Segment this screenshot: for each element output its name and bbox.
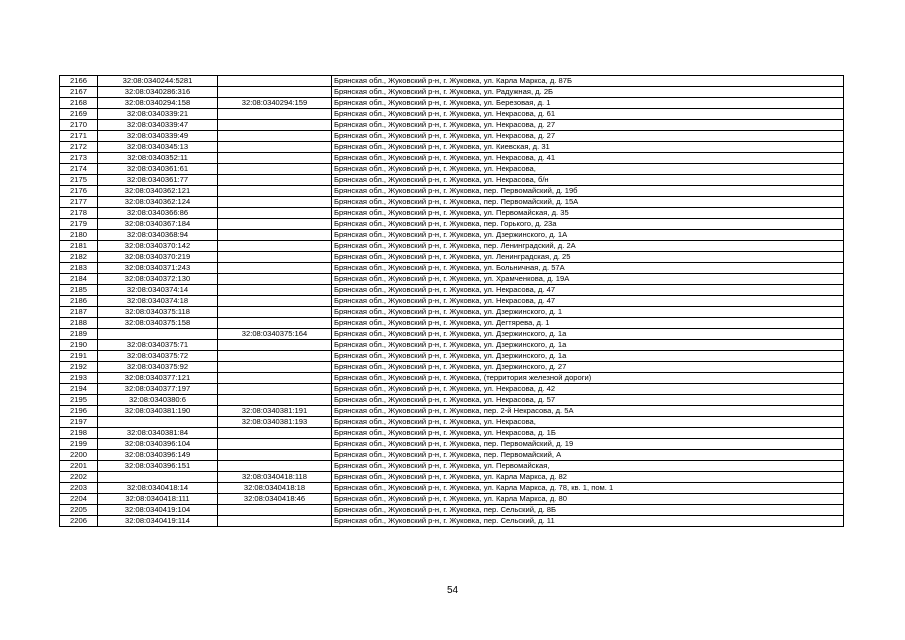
previous-cadastral-number-cell bbox=[218, 384, 332, 395]
row-number-cell: 2198 bbox=[60, 428, 98, 439]
row-number-cell: 2201 bbox=[60, 461, 98, 472]
address-cell: Брянская обл., Жуковский р-н, г. Жуковка, пер. Первомайский, д. 15А bbox=[332, 197, 844, 208]
cadastral-number-cell: 32:08:0340375:71 bbox=[98, 340, 218, 351]
address-cell: Брянская обл., Жуковский р-н, г. Жуковка, ул. Некрасова, д. 47 bbox=[332, 285, 844, 296]
cadastral-number-cell: 32:08:0340294:158 bbox=[98, 98, 218, 109]
table-row bbox=[60, 351, 844, 362]
table-row bbox=[60, 98, 844, 109]
previous-cadastral-number-cell bbox=[218, 208, 332, 219]
row-number-cell: 2199 bbox=[60, 439, 98, 450]
row-number-cell: 2171 bbox=[60, 131, 98, 142]
cadastral-number-cell: 32:08:0340418:14 bbox=[98, 483, 218, 494]
cadastral-number-cell: 32:08:0340375:118 bbox=[98, 307, 218, 318]
cadastral-number-cell: 32:08:0340418:111 bbox=[98, 494, 218, 505]
table-row bbox=[60, 384, 844, 395]
row-number-cell: 2183 bbox=[60, 263, 98, 274]
table-row bbox=[60, 131, 844, 142]
cadastral-number-cell: 32:08:0340396:149 bbox=[98, 450, 218, 461]
row-number-cell: 2175 bbox=[60, 175, 98, 186]
address-cell: Брянская обл., Жуковский р-н, г. Жуковка, ул. Карла Маркса, д. 80 bbox=[332, 494, 844, 505]
cadastral-number-cell: 32:08:0340381:190 bbox=[98, 406, 218, 417]
row-number-cell: 2187 bbox=[60, 307, 98, 318]
address-cell: Брянская обл., Жуковский р-н, г. Жуковка, пер. Первомайский, А bbox=[332, 450, 844, 461]
table-row bbox=[60, 439, 844, 450]
address-cell: Брянская обл., Жуковский р-н, г. Жуковка, пер. Горького, д. 23а bbox=[332, 219, 844, 230]
cadastral-number-cell: 32:08:0340375:72 bbox=[98, 351, 218, 362]
cadastral-number-cell: 32:08:0340419:114 bbox=[98, 516, 218, 527]
previous-cadastral-number-cell bbox=[218, 153, 332, 164]
previous-cadastral-number-cell bbox=[218, 516, 332, 527]
cadastral-number-cell: 32:08:0340380:6 bbox=[98, 395, 218, 406]
previous-cadastral-number-cell bbox=[218, 461, 332, 472]
row-number-cell: 2170 bbox=[60, 120, 98, 131]
address-cell: Брянская обл., Жуковский р-н, г. Жуковка, ул. Дзержинского, д. 1а bbox=[332, 340, 844, 351]
previous-cadastral-number-cell: 32:08:0340381:191 bbox=[218, 406, 332, 417]
row-number-cell: 2202 bbox=[60, 472, 98, 483]
table-row bbox=[60, 373, 844, 384]
address-cell: Брянская обл., Жуковский р-н, г. Жуковка, ул. Дзержинского, д. 1а bbox=[332, 329, 844, 340]
row-number-cell: 2205 bbox=[60, 505, 98, 516]
previous-cadastral-number-cell bbox=[218, 340, 332, 351]
address-cell: Брянская обл., Жуковский р-н, г. Жуковка, ул. Некрасова, д. 1Б bbox=[332, 428, 844, 439]
cadastral-number-cell: 32:08:0340339:49 bbox=[98, 131, 218, 142]
address-cell: Брянская обл., Жуковский р-н, г. Жуковка, ул. Дегтярева, д. 1 bbox=[332, 318, 844, 329]
address-cell: Брянская обл., Жуковский р-н, г. Жуковка, ул. Некрасова, bbox=[332, 417, 844, 428]
row-number-cell: 2176 bbox=[60, 186, 98, 197]
table-row bbox=[60, 395, 844, 406]
table-row bbox=[60, 120, 844, 131]
address-cell: Брянская обл., Жуковский р-н, г. Жуковка, ул. Киевская, д. 31 bbox=[332, 142, 844, 153]
address-cell: Брянская обл., Жуковский р-н, г. Жуковка, ул. Больничная, д. 57А bbox=[332, 263, 844, 274]
previous-cadastral-number-cell bbox=[218, 373, 332, 384]
page-number: 54 bbox=[446, 585, 459, 596]
row-number-cell: 2185 bbox=[60, 285, 98, 296]
cadastral-number-cell: 32:08:0340370:219 bbox=[98, 252, 218, 263]
address-cell: Брянская обл., Жуковский р-н, г. Жуковка, ул. Некрасова, д. 42 bbox=[332, 384, 844, 395]
previous-cadastral-number-cell bbox=[218, 164, 332, 175]
previous-cadastral-number-cell bbox=[218, 76, 332, 87]
row-number-cell: 2177 bbox=[60, 197, 98, 208]
previous-cadastral-number-cell bbox=[218, 362, 332, 373]
address-cell: Брянская обл., Жуковский р-н, г. Жуковка, ул. Некрасова, д. 27 bbox=[332, 131, 844, 142]
cadastral-number-cell: 32:08:0340375:92 bbox=[98, 362, 218, 373]
row-number-cell: 2189 bbox=[60, 329, 98, 340]
row-number-cell: 2203 bbox=[60, 483, 98, 494]
previous-cadastral-number-cell: 32:08:0340375:164 bbox=[218, 329, 332, 340]
address-cell: Брянская обл., Жуковский р-н, г. Жуковка, ул. Некрасова, bbox=[332, 164, 844, 175]
address-cell: Брянская обл., Жуковский р-н, г. Жуковка, пер. Сельский, д. 8Б bbox=[332, 505, 844, 516]
previous-cadastral-number-cell: 32:08:0340381:193 bbox=[218, 417, 332, 428]
row-number-cell: 2190 bbox=[60, 340, 98, 351]
row-number-cell: 2206 bbox=[60, 516, 98, 527]
table-row bbox=[60, 263, 844, 274]
document-table bbox=[59, 75, 844, 527]
cadastral-number-cell: 32:08:0340244:5281 bbox=[98, 76, 218, 87]
address-cell: Брянская обл., Жуковский р-н, г. Жуковка, ул. Ленинградская, д. 25 bbox=[332, 252, 844, 263]
cadastral-number-cell: 32:08:0340362:121 bbox=[98, 186, 218, 197]
cadastral-number-cell: 32:08:0340375:158 bbox=[98, 318, 218, 329]
row-number-cell: 2193 bbox=[60, 373, 98, 384]
cadastral-number-cell: 32:08:0340381:84 bbox=[98, 428, 218, 439]
address-cell: Брянская обл., Жуковский р-н, г. Жуковка, ул. Дзержинского, д. 1а bbox=[332, 351, 844, 362]
cadastral-number-cell: 32:08:0340370:142 bbox=[98, 241, 218, 252]
row-number-cell: 2196 bbox=[60, 406, 98, 417]
address-cell: Брянская обл., Жуковский р-н, г. Жуковка, ул. Храмченкова, д. 19А bbox=[332, 274, 844, 285]
table-row bbox=[60, 428, 844, 439]
cadastral-number-cell: 32:08:0340368:94 bbox=[98, 230, 218, 241]
table-row bbox=[60, 505, 844, 516]
table-row bbox=[60, 483, 844, 494]
row-number-cell: 2173 bbox=[60, 153, 98, 164]
row-number-cell: 2184 bbox=[60, 274, 98, 285]
table-row bbox=[60, 153, 844, 164]
row-number-cell: 2169 bbox=[60, 109, 98, 120]
row-number-cell: 2167 bbox=[60, 87, 98, 98]
table-row bbox=[60, 87, 844, 98]
cadastral-number-cell: 32:08:0340339:47 bbox=[98, 120, 218, 131]
cadastral-number-cell: 32:08:0340286:316 bbox=[98, 87, 218, 98]
cadastral-number-cell: 32:08:0340377:121 bbox=[98, 373, 218, 384]
address-cell: Брянская обл., Жуковский р-н, г. Жуковка, пер. Первомайский, д. 19б bbox=[332, 186, 844, 197]
previous-cadastral-number-cell: 32:08:0340418:46 bbox=[218, 494, 332, 505]
table-body bbox=[60, 76, 844, 527]
address-cell: Брянская обл., Жуковский р-н, г. Жуковка, ул. Радужная, д. 2Б bbox=[332, 87, 844, 98]
table-row bbox=[60, 472, 844, 483]
cadastral-number-cell: 32:08:0340377:197 bbox=[98, 384, 218, 395]
address-cell: Брянская обл., Жуковский р-н, г. Жуковка, ул. Некрасова, д. 47 bbox=[332, 296, 844, 307]
address-cell: Брянская обл., Жуковский р-н, г. Жуковка, пер. Сельский, д. 11 bbox=[332, 516, 844, 527]
table-row bbox=[60, 164, 844, 175]
cadastral-number-cell: 32:08:0340361:77 bbox=[98, 175, 218, 186]
table-row bbox=[60, 186, 844, 197]
address-cell: Брянская обл., Жуковский р-н, г. Жуковка, ул. Дзержинского, д. 1А bbox=[332, 230, 844, 241]
address-cell: Брянская обл., Жуковский р-н, г. Жуковка, ул. Некрасова, б/н bbox=[332, 175, 844, 186]
cadastral-number-cell: 32:08:0340374:14 bbox=[98, 285, 218, 296]
table-row bbox=[60, 406, 844, 417]
cadastral-number-cell: 32:08:0340366:86 bbox=[98, 208, 218, 219]
cadastral-number-cell: 32:08:0340371:243 bbox=[98, 263, 218, 274]
address-cell: Брянская обл., Жуковский р-н, г. Жуковка, (территория железной дороги) bbox=[332, 373, 844, 384]
previous-cadastral-number-cell bbox=[218, 131, 332, 142]
table-row bbox=[60, 461, 844, 472]
row-number-cell: 2192 bbox=[60, 362, 98, 373]
row-number-cell: 2186 bbox=[60, 296, 98, 307]
cadastral-number-cell bbox=[98, 472, 218, 483]
cadastral-number-cell: 32:08:0340396:104 bbox=[98, 439, 218, 450]
row-number-cell: 2197 bbox=[60, 417, 98, 428]
table-row bbox=[60, 340, 844, 351]
row-number-cell: 2200 bbox=[60, 450, 98, 461]
previous-cadastral-number-cell bbox=[218, 395, 332, 406]
address-cell: Брянская обл., Жуковский р-н, г. Жуковка, ул. Первомайская, д. 35 bbox=[332, 208, 844, 219]
cadastral-number-cell: 32:08:0340352:11 bbox=[98, 153, 218, 164]
cadastral-number-cell bbox=[98, 329, 218, 340]
table-row bbox=[60, 109, 844, 120]
table-row bbox=[60, 252, 844, 263]
row-number-cell: 2174 bbox=[60, 164, 98, 175]
table-row bbox=[60, 197, 844, 208]
table-row bbox=[60, 208, 844, 219]
row-number-cell: 2168 bbox=[60, 98, 98, 109]
table-row bbox=[60, 318, 844, 329]
row-number-cell: 2172 bbox=[60, 142, 98, 153]
cadastral-number-cell: 32:08:0340396:151 bbox=[98, 461, 218, 472]
previous-cadastral-number-cell bbox=[218, 263, 332, 274]
address-cell: Брянская обл., Жуковский р-н, г. Жуковка, ул. Карла Маркса, д. 82 bbox=[332, 472, 844, 483]
previous-cadastral-number-cell bbox=[218, 186, 332, 197]
previous-cadastral-number-cell bbox=[218, 230, 332, 241]
row-number-cell: 2166 bbox=[60, 76, 98, 87]
previous-cadastral-number-cell bbox=[218, 285, 332, 296]
previous-cadastral-number-cell bbox=[218, 87, 332, 98]
previous-cadastral-number-cell: 32:08:0340294:159 bbox=[218, 98, 332, 109]
row-number-cell: 2180 bbox=[60, 230, 98, 241]
previous-cadastral-number-cell bbox=[218, 428, 332, 439]
row-number-cell: 2195 bbox=[60, 395, 98, 406]
previous-cadastral-number-cell bbox=[218, 120, 332, 131]
table-row bbox=[60, 296, 844, 307]
row-number-cell: 2181 bbox=[60, 241, 98, 252]
cadastral-number-cell: 32:08:0340345:13 bbox=[98, 142, 218, 153]
address-cell: Брянская обл., Жуковский р-н, г. Жуковка, ул. Некрасова, д. 27 bbox=[332, 120, 844, 131]
address-cell: Брянская обл., Жуковский р-н, г. Жуковка, ул. Дзержинского, д. 27 bbox=[332, 362, 844, 373]
address-cell: Брянская обл., Жуковский р-н, г. Жуковка, ул. Некрасова, д. 41 bbox=[332, 153, 844, 164]
previous-cadastral-number-cell bbox=[218, 241, 332, 252]
row-number-cell: 2182 bbox=[60, 252, 98, 263]
table-row bbox=[60, 175, 844, 186]
table-row bbox=[60, 76, 844, 87]
previous-cadastral-number-cell bbox=[218, 296, 332, 307]
cadastral-number-cell: 32:08:0340372:130 bbox=[98, 274, 218, 285]
table-row bbox=[60, 417, 844, 428]
table-row bbox=[60, 219, 844, 230]
previous-cadastral-number-cell bbox=[218, 439, 332, 450]
address-cell: Брянская обл., Жуковский р-н, г. Жуковка, ул. Березовая, д. 1 bbox=[332, 98, 844, 109]
previous-cadastral-number-cell bbox=[218, 351, 332, 362]
address-cell: Брянская обл., Жуковский р-н, г. Жуковка, ул. Первомайская, bbox=[332, 461, 844, 472]
row-number-cell: 2178 bbox=[60, 208, 98, 219]
table-row bbox=[60, 329, 844, 340]
row-number-cell: 2188 bbox=[60, 318, 98, 329]
row-number-cell: 2204 bbox=[60, 494, 98, 505]
table-row bbox=[60, 494, 844, 505]
table-row bbox=[60, 274, 844, 285]
row-number-cell: 2191 bbox=[60, 351, 98, 362]
table-row bbox=[60, 516, 844, 527]
table-row bbox=[60, 362, 844, 373]
table-row bbox=[60, 450, 844, 461]
row-number-cell: 2194 bbox=[60, 384, 98, 395]
table-row bbox=[60, 285, 844, 296]
address-cell: Брянская обл., Жуковский р-н, г. Жуковка, пер. 2-й Некрасова, д. 5А bbox=[332, 406, 844, 417]
previous-cadastral-number-cell bbox=[218, 252, 332, 263]
address-cell: Брянская обл., Жуковский р-н, г. Жуковка, пер. Ленинградский, д. 2А bbox=[332, 241, 844, 252]
previous-cadastral-number-cell bbox=[218, 197, 332, 208]
previous-cadastral-number-cell bbox=[218, 318, 332, 329]
cadastral-number-cell: 32:08:0340362:124 bbox=[98, 197, 218, 208]
address-cell: Брянская обл., Жуковский р-н, г. Жуковка, пер. Первомайский, д. 19 bbox=[332, 439, 844, 450]
previous-cadastral-number-cell bbox=[218, 219, 332, 230]
previous-cadastral-number-cell bbox=[218, 274, 332, 285]
previous-cadastral-number-cell bbox=[218, 109, 332, 120]
cadastral-number-cell: 32:08:0340374:18 bbox=[98, 296, 218, 307]
previous-cadastral-number-cell bbox=[218, 142, 332, 153]
address-cell: Брянская обл., Жуковский р-н, г. Жуковка, ул. Дзержинского, д. 1 bbox=[332, 307, 844, 318]
address-cell: Брянская обл., Жуковский р-н, г. Жуковка, ул. Некрасова, д. 57 bbox=[332, 395, 844, 406]
previous-cadastral-number-cell bbox=[218, 505, 332, 516]
address-cell: Брянская обл., Жуковский р-н, г. Жуковка, ул. Карла Маркса, д. 78, кв. 1, пом. 1 bbox=[332, 483, 844, 494]
address-cell: Брянская обл., Жуковский р-н, г. Жуковка, ул. Карла Маркса, д. 87Б bbox=[332, 76, 844, 87]
previous-cadastral-number-cell: 32:08:0340418:118 bbox=[218, 472, 332, 483]
table-row bbox=[60, 241, 844, 252]
cadastral-number-cell: 32:08:0340339:21 bbox=[98, 109, 218, 120]
address-cell: Брянская обл., Жуковский р-н, г. Жуковка, ул. Некрасова, д. 61 bbox=[332, 109, 844, 120]
table-row bbox=[60, 142, 844, 153]
previous-cadastral-number-cell bbox=[218, 307, 332, 318]
cadastral-number-cell bbox=[98, 417, 218, 428]
cadastral-number-cell: 32:08:0340361:61 bbox=[98, 164, 218, 175]
cadastral-number-cell: 32:08:0340367:184 bbox=[98, 219, 218, 230]
table-row bbox=[60, 307, 844, 318]
row-number-cell: 2179 bbox=[60, 219, 98, 230]
previous-cadastral-number-cell bbox=[218, 175, 332, 186]
cadastral-number-cell: 32:08:0340419:104 bbox=[98, 505, 218, 516]
previous-cadastral-number-cell bbox=[218, 450, 332, 461]
table-row bbox=[60, 230, 844, 241]
previous-cadastral-number-cell: 32:08:0340418:18 bbox=[218, 483, 332, 494]
